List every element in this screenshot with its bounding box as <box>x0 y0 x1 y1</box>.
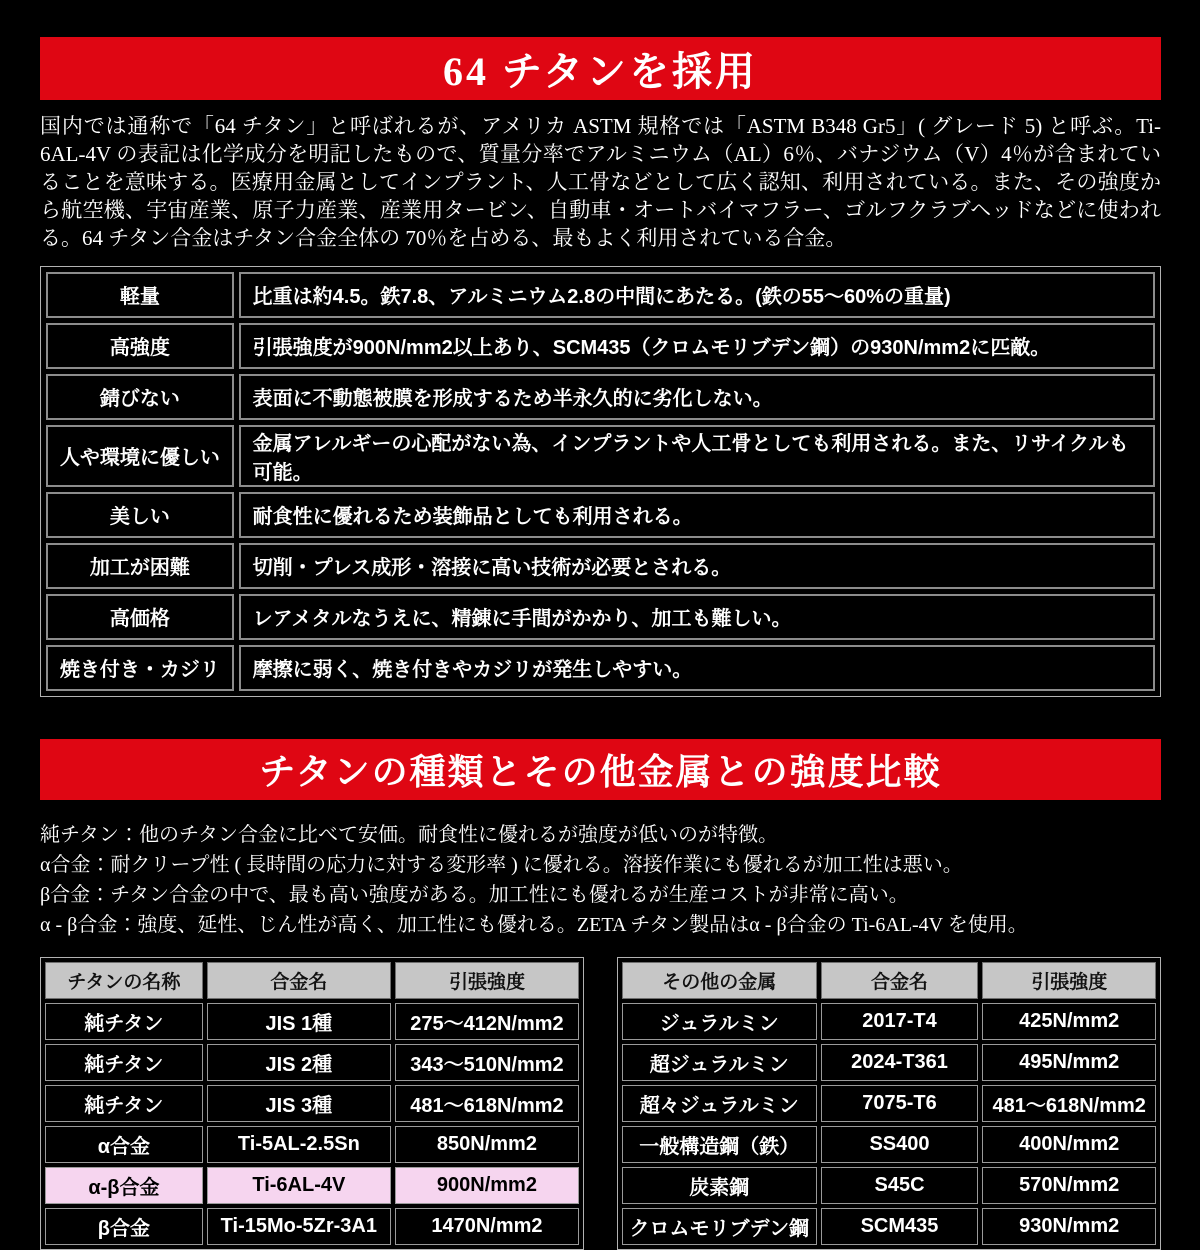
comparison-cell: 2024-T361 <box>821 1044 979 1081</box>
comparison-cell: SS400 <box>821 1126 979 1163</box>
feature-label: 美しい <box>46 492 234 538</box>
feature-row <box>46 425 1155 487</box>
feature-row <box>46 323 1155 369</box>
comparison-cell: β合金 <box>45 1208 203 1245</box>
comparison-cell: 900N/mm2 <box>395 1167 579 1204</box>
comparison-table-head <box>622 962 1156 999</box>
comparison-cell: 495N/mm2 <box>982 1044 1156 1081</box>
feature-label: 高価格 <box>46 594 234 640</box>
titanium-type-notes <box>40 820 1161 940</box>
comparison-header-cell: 引張強度 <box>395 962 579 999</box>
comparison-cell: 400N/mm2 <box>982 1126 1156 1163</box>
comparison-table-head <box>45 962 579 999</box>
feature-description: 切削・プレス成形・溶接に高い技術が必要とされる。 <box>239 543 1155 589</box>
titanium-type-note-line: β合金：チタン合金の中で、最も高い強度がある。加工性にも優れるが生産コストが非常に高い。 <box>40 883 909 906</box>
comparison-table-body <box>45 1003 579 1245</box>
comparison-cell: α-β合金 <box>45 1167 203 1204</box>
feature-label: 錆びない <box>46 374 234 420</box>
comparison-cell: 425N/mm2 <box>982 1003 1156 1040</box>
comparison-header-cell: チタンの名称 <box>45 962 203 999</box>
comparison-row <box>45 1208 579 1245</box>
comparison-cell: JIS 2種 <box>207 1044 391 1081</box>
comparison-cell: 純チタン <box>45 1044 203 1081</box>
feature-label: 高強度 <box>46 323 234 369</box>
comparison-cell: 570N/mm2 <box>982 1167 1156 1204</box>
metals-comparison-table <box>617 957 1161 1250</box>
comparison-cell: Ti-5AL-2.5Sn <box>207 1126 391 1163</box>
feature-description: 比重は約4.5。鉄7.8、アルミニウム2.8の中間にあたる。(鉄の55〜60%の重量) <box>239 272 1155 318</box>
comparison-row <box>622 1003 1156 1040</box>
feature-row <box>46 543 1155 589</box>
comparison-row <box>45 1085 579 1122</box>
comparison-cell: 2017-T4 <box>821 1003 979 1040</box>
comparison-cell: JIS 1種 <box>207 1003 391 1040</box>
comparison-cell: 7075-T6 <box>821 1085 979 1122</box>
comparison-cell: 超々ジュラルミン <box>622 1085 817 1122</box>
comparison-row <box>45 1003 579 1040</box>
comparison-cell: α合金 <box>45 1126 203 1163</box>
comparison-cell: SCM435 <box>821 1208 979 1245</box>
feature-row <box>46 594 1155 640</box>
feature-description: 金属アレルギーの心配がない為、インプラントや人工骨としても利用される。また、リサイクルも可能。 <box>239 425 1155 487</box>
comparison-row <box>622 1208 1156 1245</box>
feature-description: 耐食性に優れるため装飾品としても利用される。 <box>239 492 1155 538</box>
comparison-cell: 1470N/mm2 <box>395 1208 579 1245</box>
titanium-type-note-line: α合金：耐クリープ性 ( 長時間の応力に対する変形率 ) に優れる。溶接作業にも優れるが加工性は悪い。 <box>40 853 963 876</box>
comparison-row <box>45 1044 579 1081</box>
titanium-type-note-line: 純チタン：他のチタン合金に比べて安価。耐食性に優れるが強度が低いのが特徴。 <box>40 823 778 846</box>
feature-row <box>46 645 1155 691</box>
feature-row <box>46 492 1155 538</box>
section2-banner-title: チタンの種類とその他金属との強度比較 <box>259 751 942 792</box>
feature-label: 軽量 <box>46 272 234 318</box>
comparison-cell: Ti-6AL-4V <box>207 1167 391 1204</box>
comparison-table-body <box>622 1003 1156 1245</box>
comparison-row <box>622 1126 1156 1163</box>
comparison-cell: 275〜412N/mm2 <box>395 1003 579 1040</box>
section2-banner <box>40 739 1161 800</box>
comparison-row <box>45 1167 579 1204</box>
comparison-row <box>622 1044 1156 1081</box>
comparison-row <box>622 1085 1156 1122</box>
comparison-cell: JIS 3種 <box>207 1085 391 1122</box>
feature-description: 摩擦に弱く、焼き付きやカジリが発生しやすい。 <box>239 645 1155 691</box>
titanium-type-note-line: α - β合金：強度、延性、じん性が高く、加工性にも優れる。ZETA チタン製品はα - β合金の Ti-6AL-4V を使用。 <box>40 913 1028 936</box>
comparison-header-cell: 合金名 <box>207 962 391 999</box>
feature-description: レアメタルなうえに、精錬に手間がかかり、加工も難しい。 <box>239 594 1155 640</box>
titanium-comparison-table <box>40 957 584 1250</box>
comparison-cell: 481〜618N/mm2 <box>982 1085 1156 1122</box>
comparison-row <box>622 1167 1156 1204</box>
comparison-cell: Ti-15Mo-5Zr-3A1 <box>207 1208 391 1245</box>
comparison-cell: クロムモリブデン鋼 <box>622 1208 817 1245</box>
comparison-cell: S45C <box>821 1167 979 1204</box>
feature-label: 加工が困難 <box>46 543 234 589</box>
comparison-cell: 850N/mm2 <box>395 1126 579 1163</box>
comparison-cell: 純チタン <box>45 1085 203 1122</box>
feature-label: 焼き付き・カジリ <box>46 645 234 691</box>
comparison-header-cell: 合金名 <box>821 962 979 999</box>
comparison-cell: 炭素鋼 <box>622 1167 817 1204</box>
comparison-cell: 930N/mm2 <box>982 1208 1156 1245</box>
section1-banner-title: 64 チタンを採用 <box>443 49 758 94</box>
comparison-cell: 481〜618N/mm2 <box>395 1085 579 1122</box>
comparison-header-cell: その他の金属 <box>622 962 817 999</box>
feature-label: 人や環境に優しい <box>46 425 234 487</box>
comparison-cell: ジュラルミン <box>622 1003 817 1040</box>
comparison-cell: 純チタン <box>45 1003 203 1040</box>
intro-paragraph: 国内では通称で「64 チタン」と呼ばれるが、アメリカ ASTM 規格では「ASTM B348 Gr5」( グレード 5) と呼ぶ。Ti-6AL-4V の表記は化学成分を明記したもので、質量分率でアルミニウム（AL）6％、バナジウム（V）4％が含まれていることを意味する。医療用金属としてインプラント、人工骨などとして広く認知、利用されている。また、その強度から航空機、宇宙産業、原子力産業、産業用タービン、自動車・オートバイマフラー、ゴルフクラブヘッドなどに使われる。64 チタン合金はチタン合金全体の 70％を占める、最もよく利用されている合金。 <box>40 114 1161 250</box>
comparison-header-cell: 引張強度 <box>982 962 1156 999</box>
comparison-row <box>45 1126 579 1163</box>
feature-description: 引張強度が900N/mm2以上あり、SCM435（クロムモリブデン鋼）の930N/mm2に匹敵。 <box>239 323 1155 369</box>
comparison-cell: 一般構造鋼（鉄） <box>622 1126 817 1163</box>
comparison-cell: 343〜510N/mm2 <box>395 1044 579 1081</box>
comparison-tables <box>40 957 1161 1250</box>
feature-description: 表面に不動態被膜を形成するため半永久的に劣化しない。 <box>239 374 1155 420</box>
feature-row <box>46 272 1155 318</box>
feature-row <box>46 374 1155 420</box>
comparison-header-row <box>622 962 1156 999</box>
section1-banner <box>40 37 1161 100</box>
comparison-header-row <box>45 962 579 999</box>
features-table <box>40 266 1161 697</box>
comparison-cell: 超ジュラルミン <box>622 1044 817 1081</box>
